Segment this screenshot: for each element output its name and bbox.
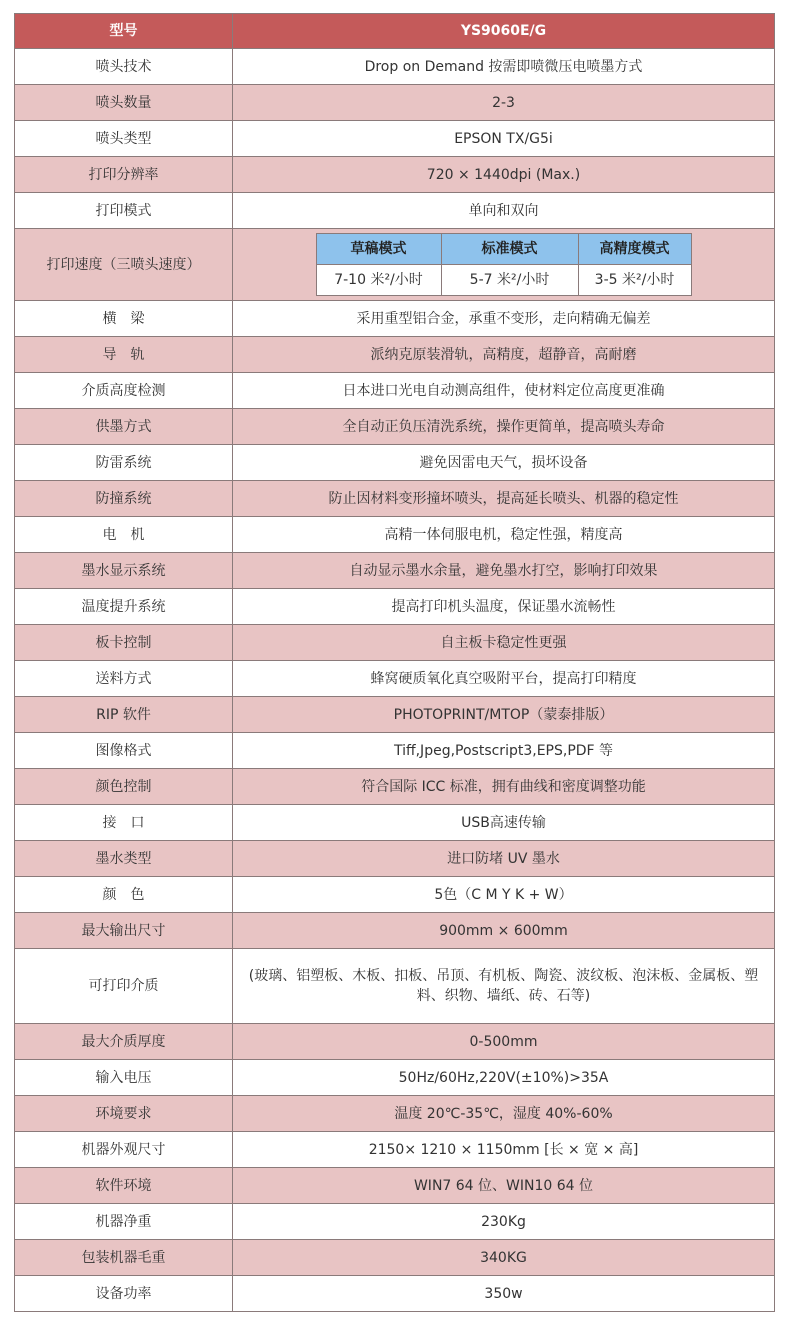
- row-label: 供墨方式: [15, 409, 233, 445]
- row-label: 喷头技术: [15, 49, 233, 85]
- print-speed-row: [15, 229, 775, 301]
- table-row: [15, 589, 775, 625]
- table-row: [15, 769, 775, 805]
- row-label: 墨水显示系统: [15, 553, 233, 589]
- table-row: [15, 553, 775, 589]
- row-value: 0-500mm: [233, 1024, 775, 1060]
- table-row: [15, 445, 775, 481]
- table-row: [15, 913, 775, 949]
- row-label: 板卡控制: [15, 625, 233, 661]
- table-row: [15, 301, 775, 337]
- row-value: (玻璃、铝塑板、木板、扣板、吊顶、有机板、陶瓷、波纹板、泡沫板、金属板、塑料、织物、墙纸、砖、石等): [233, 949, 775, 1024]
- row-label: 横 梁: [15, 301, 233, 337]
- row-label: 最大输出尺寸: [15, 913, 233, 949]
- table-row: [15, 841, 775, 877]
- row-label: 喷头数量: [15, 85, 233, 121]
- row-value: 进口防堵 UV 墨水: [233, 841, 775, 877]
- speed-mode-header-row: [316, 234, 691, 265]
- table-row: [15, 949, 775, 1024]
- row-label: 打印分辨率: [15, 157, 233, 193]
- mode-draft-label: 草稿模式: [316, 234, 441, 265]
- table-row: [15, 697, 775, 733]
- row-label: RIP 软件: [15, 697, 233, 733]
- row-value: 采用重型铝合金，承重不变形，走向精确无偏差: [233, 301, 775, 337]
- row-value: 单向和双向: [233, 193, 775, 229]
- row-label: 软件环境: [15, 1168, 233, 1204]
- print-speed-label: 打印速度（三喷头速度）: [15, 229, 233, 301]
- row-value: Drop on Demand 按需即喷微压电喷墨方式: [233, 49, 775, 85]
- row-label: 最大介质厚度: [15, 1024, 233, 1060]
- mode-high-precision-speed: 3-5 米²/小时: [578, 265, 691, 296]
- row-value: 自主板卡稳定性更强: [233, 625, 775, 661]
- mode-standard-speed: 5-7 米²/小时: [441, 265, 578, 296]
- table-row: [15, 1276, 775, 1312]
- row-value: 蜂窝硬质氧化真空吸附平台，提高打印精度: [233, 661, 775, 697]
- row-label: 接 口: [15, 805, 233, 841]
- row-value: 符合国际 ICC 标准，拥有曲线和密度调整功能: [233, 769, 775, 805]
- row-value: 720 × 1440dpi (Max.): [233, 157, 775, 193]
- row-value: 900mm × 600mm: [233, 913, 775, 949]
- table-row: [15, 1240, 775, 1276]
- row-label: 机器外观尺寸: [15, 1132, 233, 1168]
- table-row: [15, 877, 775, 913]
- row-label: 颜色控制: [15, 769, 233, 805]
- table-row: [15, 373, 775, 409]
- table-row: [15, 1096, 775, 1132]
- table-row: [15, 1168, 775, 1204]
- print-speed-table: [316, 233, 692, 296]
- model-value: YS9060E/G: [233, 14, 775, 49]
- row-label: 机器净重: [15, 1204, 233, 1240]
- table-row: [15, 337, 775, 373]
- table-row: [15, 1204, 775, 1240]
- table-row: [15, 1024, 775, 1060]
- table-row: [15, 805, 775, 841]
- row-label: 墨水类型: [15, 841, 233, 877]
- row-label: 颜 色: [15, 877, 233, 913]
- row-value: 2150× 1210 × 1150mm [长 × 宽 × 高]: [233, 1132, 775, 1168]
- table-row: [15, 409, 775, 445]
- table-row: [15, 121, 775, 157]
- mode-standard-label: 标准模式: [441, 234, 578, 265]
- row-value: 派纳克原装滑轨，高精度，超静音，高耐磨: [233, 337, 775, 373]
- table-row: [15, 1060, 775, 1096]
- mode-draft-speed: 7-10 米²/小时: [316, 265, 441, 296]
- row-value: 全自动正负压清洗系统，操作更简单，提高喷头寿命: [233, 409, 775, 445]
- row-value: 高精一体伺服电机，稳定性强，精度高: [233, 517, 775, 553]
- row-value: PHOTOPRINT/MTOP（蒙泰排版）: [233, 697, 775, 733]
- row-label: 喷头类型: [15, 121, 233, 157]
- spec-table: [14, 13, 775, 1312]
- row-value: 5色（C M Y K + W）: [233, 877, 775, 913]
- table-row: [15, 733, 775, 769]
- print-speed-cell: [233, 229, 775, 301]
- row-value: 防止因材料变形撞坏喷头，提高延长喷头、机器的稳定性: [233, 481, 775, 517]
- row-value: USB高速传输: [233, 805, 775, 841]
- row-label: 电 机: [15, 517, 233, 553]
- table-row: [15, 1132, 775, 1168]
- table-row: [15, 625, 775, 661]
- speed-value-row: [316, 265, 691, 296]
- row-value: 提高打印机头温度，保证墨水流畅性: [233, 589, 775, 625]
- row-label: 介质高度检测: [15, 373, 233, 409]
- model-label: 型号: [15, 14, 233, 49]
- row-value: 避免因雷电天气，损坏设备: [233, 445, 775, 481]
- row-label: 输入电压: [15, 1060, 233, 1096]
- table-row: [15, 85, 775, 121]
- table-row: [15, 49, 775, 85]
- row-value: Tiff,Jpeg,Postscript3,EPS,PDF 等: [233, 733, 775, 769]
- row-label: 包装机器毛重: [15, 1240, 233, 1276]
- row-value: 温度 20℃-35℃，湿度 40%-60%: [233, 1096, 775, 1132]
- table-header-row: [15, 14, 775, 49]
- mode-high-precision-label: 高精度模式: [578, 234, 691, 265]
- row-value: 2-3: [233, 85, 775, 121]
- row-label: 防撞系统: [15, 481, 233, 517]
- row-label: 图像格式: [15, 733, 233, 769]
- table-row: [15, 517, 775, 553]
- table-row: [15, 193, 775, 229]
- row-value: 50Hz/60Hz,220V(±10%)>35A: [233, 1060, 775, 1096]
- row-label: 可打印介质: [15, 949, 233, 1024]
- table-row: [15, 661, 775, 697]
- row-label: 环境要求: [15, 1096, 233, 1132]
- table-row: [15, 157, 775, 193]
- row-value: 自动显示墨水余量，避免墨水打空，影响打印效果: [233, 553, 775, 589]
- row-label: 设备功率: [15, 1276, 233, 1312]
- row-label: 导 轨: [15, 337, 233, 373]
- row-value: 340KG: [233, 1240, 775, 1276]
- row-label: 温度提升系统: [15, 589, 233, 625]
- row-label: 打印模式: [15, 193, 233, 229]
- table-row: [15, 481, 775, 517]
- row-value: 350w: [233, 1276, 775, 1312]
- row-value: 日本进口光电自动测高组件，使材料定位高度更准确: [233, 373, 775, 409]
- row-value: EPSON TX/G5i: [233, 121, 775, 157]
- row-value: 230Kg: [233, 1204, 775, 1240]
- row-value: WIN7 64 位、WIN10 64 位: [233, 1168, 775, 1204]
- spec-table-body: [15, 14, 775, 1312]
- row-label: 防雷系统: [15, 445, 233, 481]
- row-label: 送料方式: [15, 661, 233, 697]
